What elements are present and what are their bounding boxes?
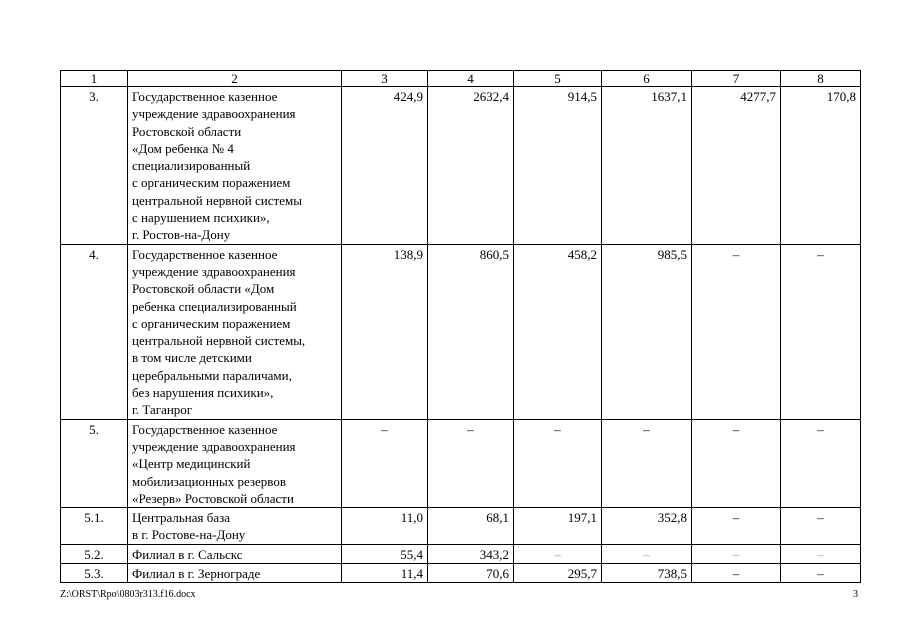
institution-name-cell: Филиал в г. Зернограде xyxy=(128,564,342,583)
value-cell-col-5: 295,7 xyxy=(514,564,602,583)
header-cell-7: 7 xyxy=(692,71,781,87)
value-cell-col-4: 68,1 xyxy=(428,508,514,545)
value-cell-col-7: – xyxy=(692,244,781,419)
table-row xyxy=(61,244,861,419)
value-cell-col-4: 860,5 xyxy=(428,244,514,419)
footer-file-path: Z:\ORST\Rpo\0803r313.f16.docx xyxy=(60,589,196,600)
value-cell-col-8: – xyxy=(781,544,861,563)
row-number-cell: 5.2. xyxy=(61,544,128,563)
row-number-cell: 3. xyxy=(61,87,128,245)
table-row xyxy=(61,508,861,545)
row-number-cell: 5.1. xyxy=(61,508,128,545)
header-row xyxy=(61,71,861,87)
document-table-container xyxy=(60,70,860,583)
value-cell-col-3: 55,4 xyxy=(342,544,428,563)
table-row xyxy=(61,544,861,563)
header-cell-3: 3 xyxy=(342,71,428,87)
value-cell-col-7: – xyxy=(692,508,781,545)
value-cell-col-8: – xyxy=(781,508,861,545)
value-cell-col-5: 197,1 xyxy=(514,508,602,545)
value-cell-col-5: 458,2 xyxy=(514,244,602,419)
value-cell-col-6: 985,5 xyxy=(602,244,692,419)
value-cell-col-5: 914,5 xyxy=(514,87,602,245)
table-row xyxy=(61,87,861,245)
institution-name-cell: Филиал в г. Сальскс xyxy=(128,544,342,563)
value-cell-col-8: – xyxy=(781,244,861,419)
value-cell-col-3: – xyxy=(342,419,428,507)
value-cell-col-7: – xyxy=(692,419,781,507)
value-cell-col-3: 11,0 xyxy=(342,508,428,545)
institution-name-cell: Государственное казенное учреждение здравоохранения Ростовской области «Дом ребенка № 4 специализированный с органическим поражением центральной нервной системы с нарушением психики», г. Ростов-на-Дону xyxy=(128,87,342,245)
table-body xyxy=(61,71,861,583)
value-cell-col-4: 70,6 xyxy=(428,564,514,583)
header-cell-6: 6 xyxy=(602,71,692,87)
value-cell-col-3: 424,9 xyxy=(342,87,428,245)
institution-name-cell: Государственное казенное учреждение здравоохранения «Центр медицинский мобилизационных резервов «Резерв» Ростовской области xyxy=(128,419,342,507)
value-cell-col-4: 2632,4 xyxy=(428,87,514,245)
value-cell-col-3: 11,4 xyxy=(342,564,428,583)
value-cell-col-6: 738,5 xyxy=(602,564,692,583)
value-cell-col-7: – xyxy=(692,544,781,563)
value-cell-col-8: – xyxy=(781,564,861,583)
header-cell-8: 8 xyxy=(781,71,861,87)
header-cell-4: 4 xyxy=(428,71,514,87)
value-cell-col-5: – xyxy=(514,419,602,507)
value-cell-col-5: – xyxy=(514,544,602,563)
row-number-cell: 5. xyxy=(61,419,128,507)
value-cell-col-6: 352,8 xyxy=(602,508,692,545)
header-cell-1: 1 xyxy=(61,71,128,87)
value-cell-col-6: – xyxy=(602,419,692,507)
institution-name-cell: Центральная база в г. Ростове-на-Дону xyxy=(128,508,342,545)
value-cell-col-6: – xyxy=(602,544,692,563)
footer-page-number: 3 xyxy=(853,589,858,600)
value-cell-col-3: 138,9 xyxy=(342,244,428,419)
row-number-cell: 5.3. xyxy=(61,564,128,583)
institution-name-cell: Государственное казенное учреждение здравоохранения Ростовской области «Дом ребенка специализированный с органическим поражением центральной нервной системы, в том числе детскими церебральными параличами, без нарушения психики», г. Таганрог xyxy=(128,244,342,419)
value-cell-col-6: 1637,1 xyxy=(602,87,692,245)
budget-table xyxy=(60,70,861,583)
value-cell-col-4: 343,2 xyxy=(428,544,514,563)
header-cell-2: 2 xyxy=(128,71,342,87)
value-cell-col-7: – xyxy=(692,564,781,583)
header-cell-5: 5 xyxy=(514,71,602,87)
table-row xyxy=(61,564,861,583)
value-cell-col-4: – xyxy=(428,419,514,507)
value-cell-col-7: 4277,7 xyxy=(692,87,781,245)
row-number-cell: 4. xyxy=(61,244,128,419)
value-cell-col-8: – xyxy=(781,419,861,507)
value-cell-col-8: 170,8 xyxy=(781,87,861,245)
table-row xyxy=(61,419,861,507)
